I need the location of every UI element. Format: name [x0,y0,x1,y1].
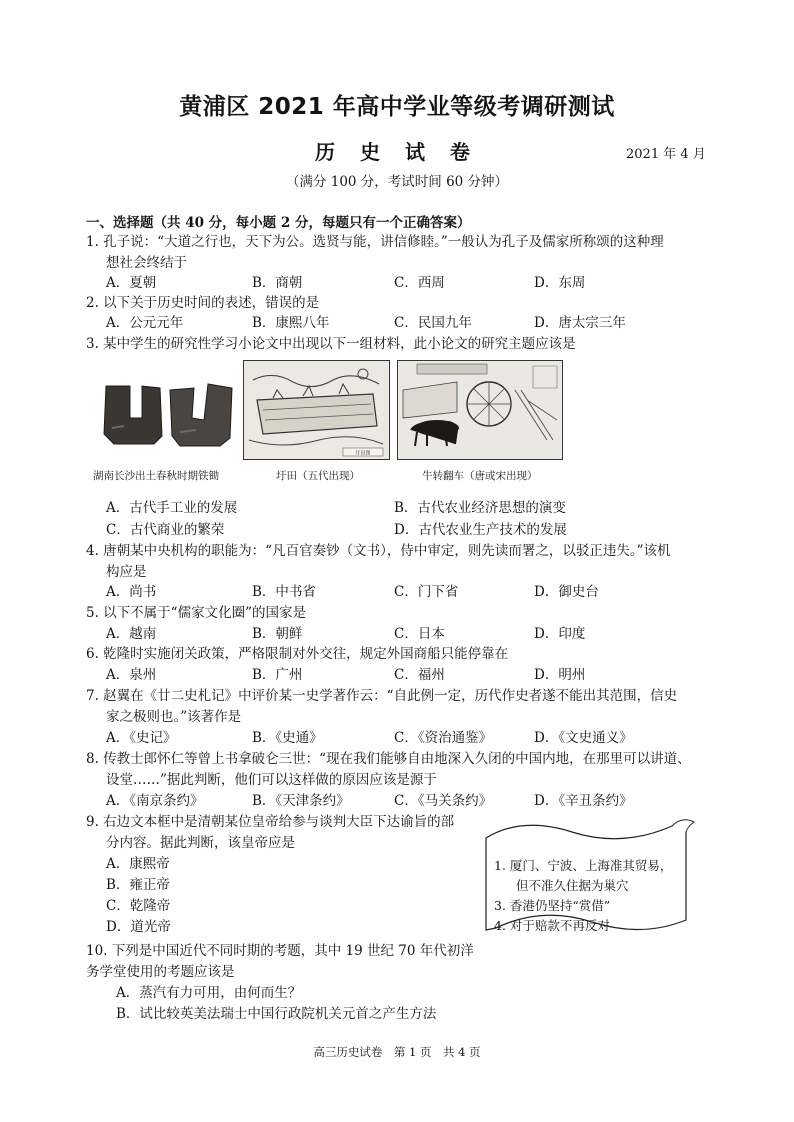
q4-option-a: A．尚书 [106,584,157,600]
q3-caption-2: 圩田（五代出现） [276,470,360,482]
q1-option-a: A．夏朝 [106,275,157,291]
q7-stem-line1: 7. 赵翼在《廿二史札记》中评价某一史学著作云：“自此例一定，历代作史者遂不能出其范围，信史 [86,688,678,704]
q2-option-b: B．康熙八年 [252,315,330,331]
q9-option-c: C．乾隆帝 [106,898,171,914]
q9-option-d: D．道光帝 [106,919,171,935]
page-footer: 高三历史试卷 第 1 页 共 4 页 [313,1045,481,1059]
q1-stem-line2: 想社会终结于 [106,255,187,271]
weitian-image-label: 圩田图 [355,450,371,457]
q4-option-c: C．门下省 [394,584,459,600]
q9-box-line3: 3. 香港仍坚持“赏借” [494,898,611,913]
q9-stem-line2: 分内容。据此判断，该皇帝应是 [106,835,295,851]
q4-stem-line2: 构应是 [106,564,147,580]
q9-option-b: B．雍正帝 [106,877,170,893]
q9-option-a: A．康熙帝 [106,856,170,872]
q3-option-d: D．古代农业生产技术的发展 [394,522,567,538]
q5-option-d: D．印度 [534,626,586,642]
q9-box-line4: 4. 对于赔款不再反对 [494,918,610,933]
q9-stem-line1: 9. 右边文本框中是清朝某位皇帝给参与谈判大臣下达谕旨的部 [86,814,455,830]
q8-stem-line2: 设堂……”据此判断，他们可以这样做的原因应该是源于 [106,772,437,788]
q8-option-c: C．《马关条约》 [394,793,493,809]
q8-option-a: A．《南京条约》 [106,793,204,809]
q8-stem-line1: 8. 传教士郎怀仁等曾上书拿破仑三世：“现在我们能够自由地深入久闭的中国内地，在那里可以讲道、 [86,751,691,767]
exam-note: （满分 100 分，考试时间 60 分钟） [285,174,509,190]
q2-option-d: D．唐太宗三年 [534,315,626,331]
q7-option-c: C．《资治通鉴》 [394,730,493,746]
q6-stem: 6. 乾隆时实施闭关政策，严格限制对外交往，规定外国商船只能停靠在 [86,646,509,662]
q1-option-d: D．东周 [534,275,586,291]
q5-option-b: B．朝鲜 [252,626,303,642]
q7-option-b: B．《史通》 [252,730,323,746]
section-heading: 一、选择题（共 40 分，每小题 2 分，每题只有一个正确答案） [86,215,471,231]
exam-subtitle: 历 史 试 卷 [315,140,479,164]
q2-option-c: C．民国九年 [394,315,472,331]
q4-option-d: D．御史台 [534,584,599,600]
q6-option-d: D．明州 [534,667,586,683]
q4-option-b: B．中书省 [252,584,316,600]
iron-hoe-image [100,378,238,450]
q6-option-c: C．福州 [394,667,445,683]
q10-stem-line1: 10. 下列是中国近代不同时期的考题，其中 19 世纪 70 年代初洋 [86,943,474,959]
q1-option-b: B．商朝 [252,275,303,291]
q4-stem-line1: 4. 唐朝某中央机构的职能为：“凡百官奏钞（文书），侍中审定，则先读而署之，以驳正违失。”该机 [86,543,671,559]
q7-option-a: A．《史记》 [106,730,177,746]
q3-stem: 3. 某中学生的研究性学习小论文中出现以下一组材料，此小论文的研究主题应该是 [86,336,576,352]
q8-option-b: B．《天津条约》 [252,793,350,809]
q3-caption-3: 牛转翻车（唐或宋出现） [422,470,538,482]
q7-stem-line2: 家之极则也。”该著作是 [106,709,242,725]
q2-stem: 2. 以下关于历史时间的表述，错误的是 [86,295,320,311]
q9-box-line1: 1. 厦门、宁波、上海准其贸易， [494,858,673,873]
q6-option-a: A．泉州 [106,667,157,683]
q7-option-d: D．《文史通义》 [534,730,633,746]
exam-date: 2021 年 4 月 [626,147,706,162]
q10-stem-line2: 务学堂使用的考题应该是 [86,964,235,980]
q1-stem-line1: 1. 孔子说：“大道之行也，天下为公。选贤与能，讲信修睦。”一般认为孔子及儒家所称颂的这种理 [86,234,664,250]
q3-caption-1: 湖南长沙出土春秋时期铁锄 [93,470,219,482]
q10-option-a: A．蒸汽有力可用，由何而生？ [116,985,302,1001]
q5-option-a: A．越南 [106,626,157,642]
q5-stem: 5. 以下不属于“儒家文化圈”的国家是 [86,605,306,621]
q3-option-c: C．古代商业的繁荣 [106,522,225,538]
q1-option-c: C．西周 [394,275,445,291]
q9-box-line2: 但不准久住据为巢穴 [516,878,629,893]
q2-option-a: A．公元元年 [106,315,184,331]
q5-option-c: C．日本 [394,626,445,642]
q8-option-d: D．《辛丑条约》 [534,793,633,809]
ox-waterwheel-image [397,360,563,460]
q6-option-b: B．广州 [252,667,303,683]
q3-option-a: A．古代手工业的发展 [106,500,238,516]
q3-option-b: B．古代农业经济思想的演变 [394,500,566,516]
q10-option-b: B．试比较英美法瑞士中国行政院机关元首之产生方法 [116,1006,437,1022]
weitian-field-image [243,360,390,460]
exam-title: 黄浦区 2021 年高中学业等级考调研测试 [179,94,615,120]
